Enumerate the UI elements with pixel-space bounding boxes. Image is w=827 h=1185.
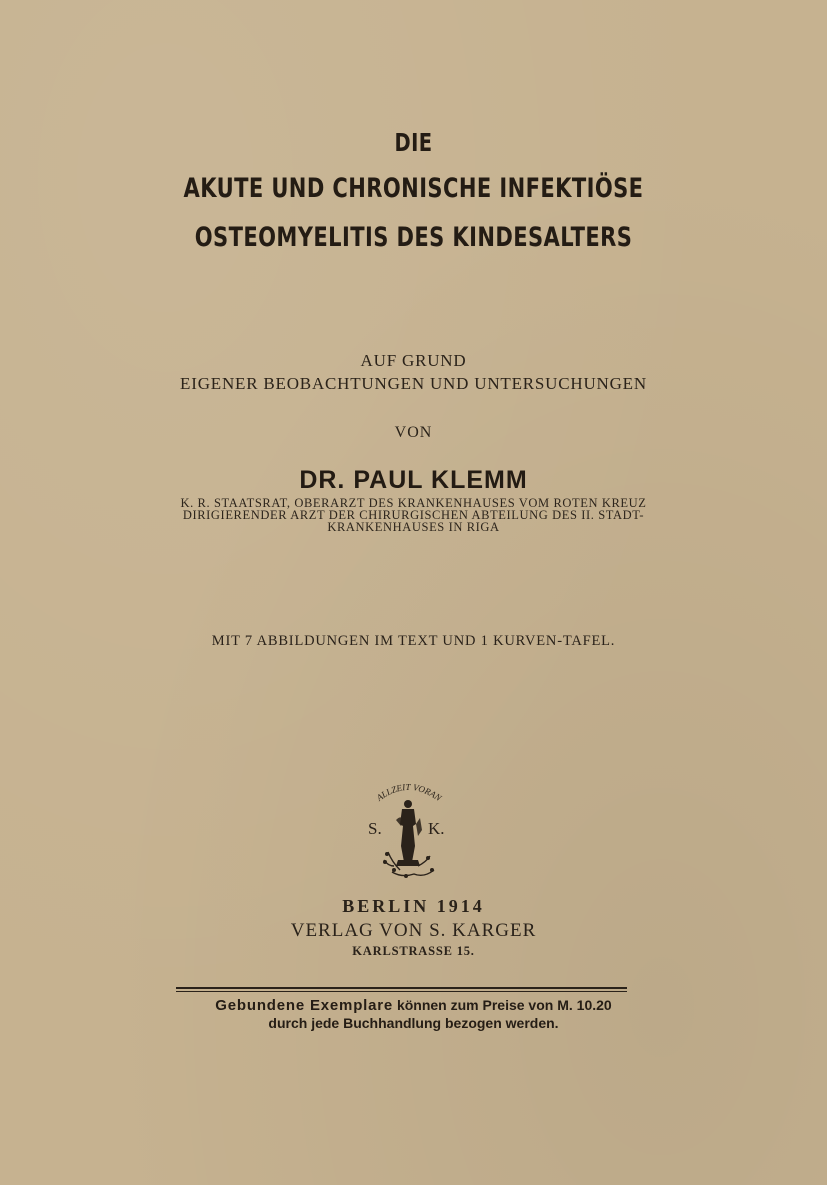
imprint-city-year: BERLIN 1914 [342, 896, 485, 916]
subtitle-line-2: EIGENER BEOBACHTUNGEN UND UNTERSUCHUNGEN [180, 374, 647, 393]
logo-letter-left: S. [368, 819, 382, 838]
author-affiliation-line-2: DIRIGIERENDER ARZT DER CHIRURGISCHEN ABTEILUNG DES II. STADT- [182, 508, 645, 522]
figure-icon [396, 800, 422, 866]
price-note-rest: können zum Preise von M. 10.20 [393, 997, 612, 1013]
title-line-1: DIE [394, 128, 433, 157]
title-line-2: AKUTE UND CHRONISCHE INFEKTIÖSE [183, 173, 644, 204]
price-note-line-1 [0, 997, 827, 1014]
author-affiliation-line-1: K. R. STAATSRAT, OBERARZT DES KRANKENHAUSES VOM ROTEN KREUZ [180, 496, 647, 510]
divider-thick [176, 987, 627, 989]
price-note-emphasis: Gebundene Exemplare [215, 997, 394, 1014]
publisher-motto: ALLZEIT VORAN [374, 781, 444, 803]
illustrations-note: MIT 7 ABBILDUNGEN IM TEXT UND 1 KURVEN-TAFEL. [211, 633, 616, 649]
title-line-3: OSTEOMYELITIS DES KINDESALTERS [194, 222, 633, 253]
subtitle-line-1: AUF GRUND [360, 351, 467, 370]
author-name: DR. PAUL KLEMM [299, 466, 528, 494]
imprint-publisher: VERLAG VON S. KARGER [290, 920, 537, 941]
publisher-logo [358, 774, 458, 886]
by-label: VON [394, 424, 433, 441]
logo-letter-right: K. [428, 819, 445, 838]
imprint-address: KARLSTRASSE 15. [352, 944, 475, 958]
divider-thin [176, 991, 627, 992]
price-note-line-2: durch jede Buchhandlung bezogen werden. [268, 1015, 559, 1031]
author-affiliation-line-3: KRANKENHAUSES IN RIGA [327, 520, 500, 534]
